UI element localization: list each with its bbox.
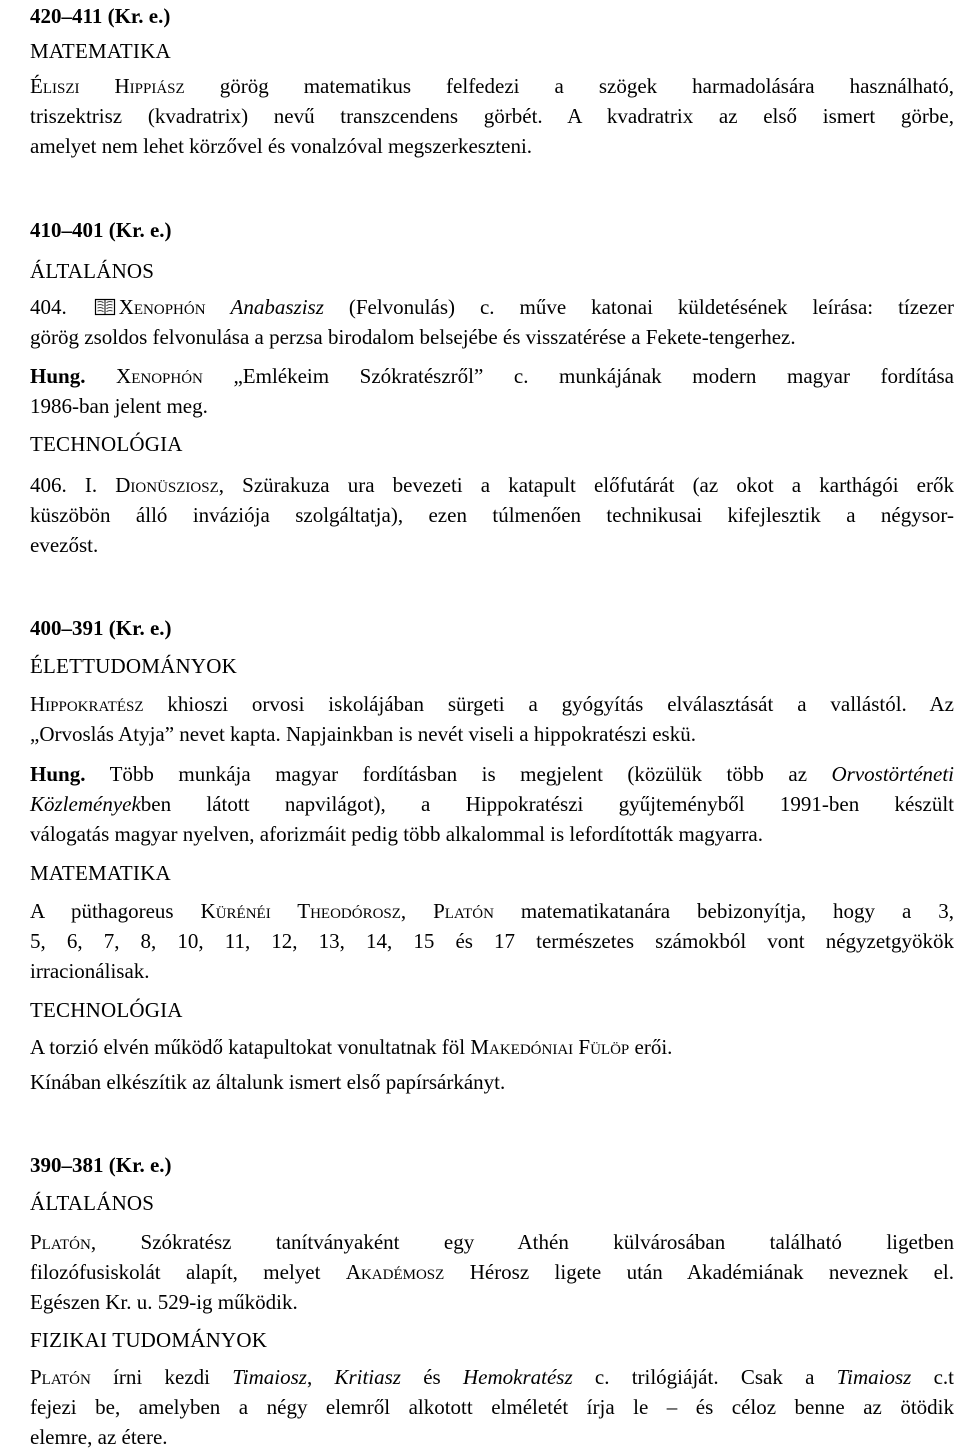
book-title: Anabaszisz [230,295,324,319]
text-run: erői. [629,1035,673,1059]
text-run: görög matematikus felfedezi a szögek harmadolására használható, [184,74,954,98]
text-run: c. trilógiáját. Csak a [572,1365,837,1389]
text-run: írni kezdi [90,1365,233,1389]
work-title: Timaiosz [836,1365,912,1389]
text-line [30,1227,954,1257]
text-run: , [306,1365,335,1389]
text-run: Hérosz ligete után Akadémiának neveznek el. [444,1260,954,1284]
text-run: A torzió elvén működő katapultokat vonultatnak föl [30,1035,471,1059]
text-line: elemre, az étere. [30,1425,168,1449]
text-line: irracionálisak. [30,959,150,983]
paragraph [30,896,954,986]
text-run: és [400,1365,463,1389]
text-line: Kínában elkészítik az általunk ismert első papírsárkányt. [30,1070,506,1094]
category-heading: ÉLETTUDOMÁNYOK [30,654,237,678]
text-line [30,1257,954,1287]
text-run: ben látott napvilágot), a Hippokratészi gyűjteményből 1991-ben készült [140,792,954,816]
era-heading: 420–411 (Kr. e.) [30,4,171,28]
text-run: „Emlékeim Szókratészről” c. munkájának modern magyar fordítása [202,364,955,388]
text-run: , Szókratész tanítványaként egy Athén külvárosában található ligetben [90,1230,954,1254]
paragraph [30,1032,954,1062]
entry-number: 406. I. [30,473,116,497]
paragraph [30,1362,954,1452]
text-run: c.t [911,1365,955,1389]
person-name: Xenophón [118,295,206,319]
person-name: Dionüsziosz [115,473,219,497]
work-title: Hemokratész [462,1365,573,1389]
hung-label: Hung. [30,364,86,388]
text-run: Több munkája magyar fordításban is megjelent (közülük több az [85,762,832,786]
category-heading: ÁLTALÁNOS [30,259,155,283]
text-line [30,689,954,719]
text-line [30,896,954,926]
text-line: görög zsoldos felvonulása a perzsa birodalom belsejébe és visszatérése a Fekete-tengerhez. [30,325,796,349]
text-line: triszektrisz (kvadratrix) nevű transzcendens görbét. A kvadratrix az első ismert görbe, [30,104,954,128]
text-line: 1986-ban jelent meg. [30,394,208,418]
work-title: Timaiosz [232,1365,307,1389]
person-name: Akadémosz [345,1260,445,1284]
era-heading: 410–401 (Kr. e.) [30,218,172,242]
paragraph [30,470,954,560]
text-line: Egészen Kr. u. 529-ig működik. [30,1290,298,1314]
person-name: Platón [30,1365,91,1389]
paragraph [30,361,954,421]
paragraph [30,1067,954,1097]
text-run: , [400,899,434,923]
text-run: filozófusiskolát alapít, melyet [30,1260,346,1284]
text-run: A püthagoreus [30,899,201,923]
hung-label: Hung. [30,762,86,786]
person-name: Éliszi Hippiász [30,74,185,98]
text-line: fejezi be, amelyben a négy elemről alkotott elméletét írja le – és céloz benne az ötödik [30,1395,954,1419]
text-line: „Orvoslás Atyja” nevet kapta. Napjainkban is nevét viseli a hippokratészi eskü. [30,722,696,746]
text-line [30,789,954,819]
text-line: küszöbön álló inváziója szolgáltatja), ezen túlmenően technikusai kifejlesztik a négysor- [30,503,954,527]
person-name: Xenophón [116,364,203,388]
text-run: khioszi orvosi iskolájában sürgeti a gyógyítás elválasztását a vallástól. Az [143,692,954,716]
text-line: evezőst. [30,533,99,557]
text-line: amelyet nem lehet körzővel és vonalzóval megszerkeszteni. [30,134,533,158]
category-heading: MATEMATIKA [30,39,171,63]
person-name: Platón [30,1230,91,1254]
text-line [30,71,954,101]
category-heading: ÁLTALÁNOS [30,1191,155,1215]
category-heading: TECHNOLÓGIA [30,998,183,1022]
person-name: Hippokratész [30,692,144,716]
person-name: Makedóniai Fülöp [470,1035,630,1059]
paragraph [30,1227,954,1317]
text-line: 5, 6, 7, 8, 10, 11, 12, 13, 14, 15 és 17 természetes számokból vont négyzetgyökök [30,929,954,953]
text-line [30,470,954,500]
book-icon [94,298,116,316]
journal-title: Közlemények [30,792,141,816]
category-heading: TECHNOLÓGIA [30,432,183,456]
journal-title: Orvostörténeti [831,762,954,786]
person-name: Platón [433,899,494,923]
text-line [30,292,954,322]
person-name: Kürénéi Theodórosz [200,899,401,923]
paragraph [30,71,954,161]
paragraph [30,689,954,749]
text-line [30,1362,954,1392]
era-heading: 400–391 (Kr. e.) [30,616,172,640]
text-line: válogatás magyar nyelven, aforizmáit pedig több alkalommal is lefordították magyarra. [30,822,764,846]
category-heading: FIZIKAI TUDOMÁNYOK [30,1328,268,1352]
text-run: , Szürakuza ura bevezeti a katapult előfutárát (az okot a karthágói erők [218,473,954,497]
text-run: matematikatanára bebizonyítja, hogy a 3, [493,899,954,923]
category-heading: MATEMATIKA [30,861,171,885]
era-heading: 390–381 (Kr. e.) [30,1153,172,1177]
paragraph [30,759,954,849]
text-line [30,759,954,789]
entry-number: 404. [30,295,67,319]
text-line [30,361,954,391]
text-run: (Felvonulás) c. műve katonai küldetésének leírása: tízezer [323,295,955,319]
work-title: Kritiasz [334,1365,401,1389]
paragraph [30,292,954,352]
text-line [30,1032,954,1062]
